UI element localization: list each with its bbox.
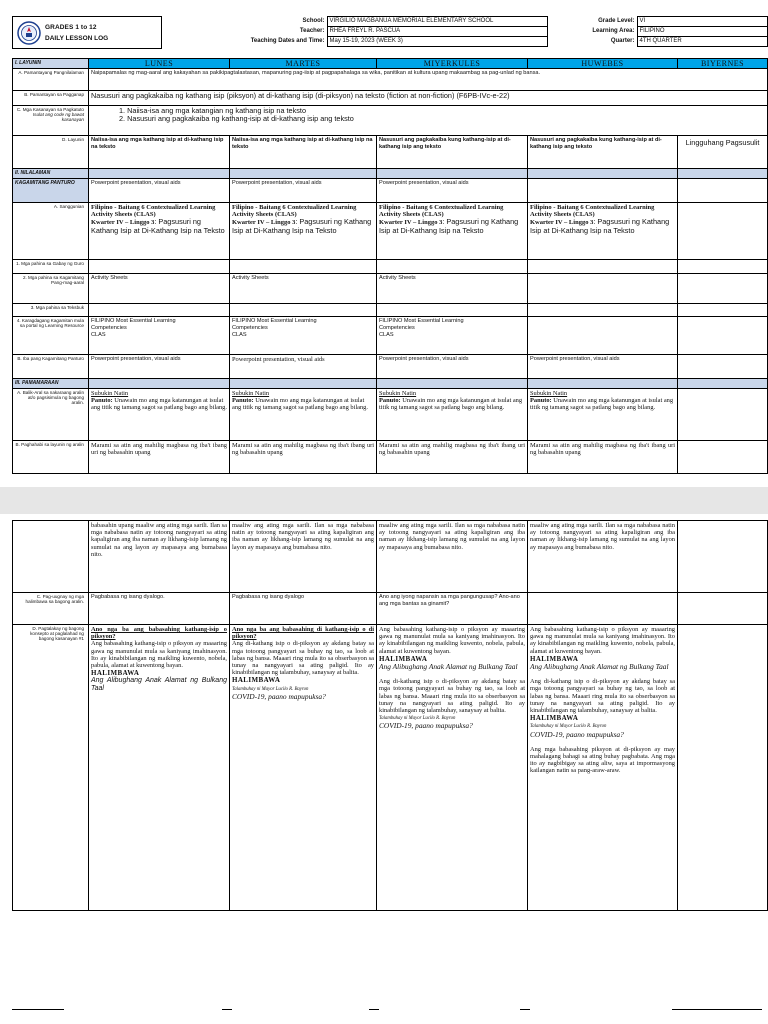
layunin-biyernes: Lingguhang Pagsusulit [678,136,768,169]
layunin-martes: Naiisa-isa ang mga kathang isip at di-kathang isip na teksto [230,136,377,169]
cont-lunes: babasahin upang maaliw ang ating mga sarili. Ilan sa mga nababasa natin ay totoong nangyayari sa ating kapaligiran ang iba naman ay likhang-isip lamang ng sumulat na ang layon ay mapasaya ang bumabasa nito. [89,521,230,593]
lr-line-3: CLAS [232,332,247,338]
lr-line-2: Competencies [379,325,415,331]
cont-martes: maaliw ang ating mga sarili. Ilan sa mga nababasa natin ay totoong nangyayari sa ating kapaligiran ang iba naman ay likhang-isip lamang ng sumulat na ang layon ay mapasaya ang bumabasa nito. [230,521,377,593]
nilalaman-c4 [528,169,678,179]
teksbuk-c5 [678,304,768,317]
guro-c3 [377,260,528,274]
sanggunian-lunes [89,203,230,260]
c-martes: Pagbabasa ng isang dyalogo [230,593,377,625]
nilalaman-c2 [230,169,377,179]
c-lunes: Pagbabasa ng isang dyalogo. [89,593,230,625]
pamamaraan-c4 [528,379,678,389]
day-martes: MARTES [230,59,377,69]
panuto-text: Unawain mo ang mga katanungan at isulat ang titik ng tamang sagot sa patlang bago ang bilang. [530,397,674,412]
teacher-label: Teacher: [187,27,327,37]
section-pamamaraan: III. PAMAMARAAN [13,379,89,389]
panuto-label: Panuto: [530,397,552,405]
clas-title: Filipino - Baitang 6 Contextualized Learning Activity Sheets (CLAS) [379,204,504,219]
teksbuk-c3 [377,304,528,317]
lr-lunes [89,317,230,355]
closing-text: Ang mga babasahing piksyon at di-piksyon ay may mahalagang bahagi sa ating buhay pagbabata. Ang mga ito ay nagbibigay sa ating aliw, saya at impormasyong kailangan natin sa pang-araw-araw. [530,745,675,775]
ppt-miyerkules: Powerpoint presentation, visual aids [377,179,528,203]
subukin-title: Subukin Natin [530,390,568,397]
guro-c5 [678,260,768,274]
kathang-def: Ang babasahing kathang-isip o piksyon ay maaaring gawa ng manunulat mula sa kaniyang imahinasyon. Ito ay kinabibilangan ng maikling kuwento, nobela, pabula, alamat at kuwentong bayan. [91,640,227,670]
row-b-label: B. Pamantayan sa Pagganap [13,91,89,106]
footer-line-5 [672,1009,762,1010]
nilalaman-c3 [377,169,528,179]
panuto-text: Unawain mo ang mga katanungan at isulat ang titik ng tamang sagot sa patlang bago ang bilang. [232,397,368,412]
row-a-label: A. Pamantayang Pangnilalaman [13,69,89,91]
section-layunin: I. LAYUNIN [13,59,89,69]
footer-line-1 [12,1009,64,1010]
halimbawa-label: HALIMBAWA [91,669,140,678]
example-alamat: Ang Alibughang Anak Alamat ng Bulkang Taal [91,677,227,693]
page-1 [0,0,768,487]
area-value: FILIPINO [637,27,767,37]
logo-box [12,16,162,49]
clas-title: Filipino - Baitang 6 Contextualized Learning Activity Sheets (CLAS) [530,204,655,219]
d-lunes [89,625,230,911]
topic-text: : Pagsusuri ng Kathang Isip at Di-Kathang Isip na Teksto [530,217,670,236]
paghahabi-label: B. Paghahabi sa layunin ng aralin [13,441,89,474]
day-miyerkules: MIYERKULES [377,59,528,69]
example-alamat: Ang Alibughang Anak Alamat ng Bulkang Taal [379,662,518,672]
grade-value: VI [637,17,767,27]
d-miyerkules [377,625,528,911]
teksbuk-c2 [230,304,377,317]
subukin-title: Subukin Natin [379,390,417,397]
clas-title: Filipino - Baitang 6 Contextualized Learning Activity Sheets (CLAS) [232,204,357,219]
row-c-label-sub: Isulat ang code ng bawat kasanayan [32,112,84,123]
panuto-label: Panuto: [91,397,113,405]
c-huwebes [528,593,678,625]
activity-martes: Activity Sheets [230,274,377,304]
example-talambuhay: Talambuhay ni Mayor Lucilo R. Bayron [530,724,607,730]
activity-miyerkules: Activity Sheets [377,274,528,304]
paghahabi-miyerkules: Marami sa atin ang mahilig magbasa ng iba't ibang uri ng babasahin upang [377,441,528,474]
clas-title: Filipino - Baitang 6 Contextualized Learning Activity Sheets (CLAS) [91,204,216,219]
page-gap [0,487,768,514]
teksbuk-label: 3. Mga pahina sa Teksbuk [13,304,89,317]
area-label: Learning Area: [547,27,637,37]
teacher-value: RHEA FREYL R. PASCUA [327,27,547,37]
kathang-def: Ang babasahing kathang-isip o piksyon ay maaaring gawa ng manunulat mula sa kaniyang imahinasyon. Ito ay kinabibilangan ng maikling kuwento, nobela, pabula, alamat at kuwentong bayan. [530,626,675,655]
d-huwebes [528,625,678,911]
di-kathang-def: Ang di-kathang isip o di-piksyon ay akdang batay sa mga totoong pangyayari sa buhay ng tao, sa loob at labas ng bansa. Maaari ring mula ito sa obserbasyon sa tunay na nangyayari sa ating paligid. Ito ay kinabibilangan ng talambuhay, sanaysay at balita. [530,678,675,715]
paghahabi-huwebes: Marami sa atin ang mahilig magbasa ng iba't ibang uri ng babasahin upang [528,441,678,474]
ppt-martes: Powerpoint presentation, visual aids [230,179,377,203]
guro-c2 [230,260,377,274]
guro-c1 [89,260,230,274]
row-c-label-main: C. Mga Kasanayan sa Pagkatuto [16,107,84,112]
row-b-text: Nasusuri ang pagkakaiba ng kathang isip (piksyon) at di-kathang isip (di-piksyon) na teksto (fiction at non-fiction) (F6PB-IVc-e-22) [89,91,768,106]
day-huwebes: HUWEBES [528,59,678,69]
balik-miyerkules [377,389,528,441]
dates-value: May 15-19, 2023 (WEEK 3) [327,37,547,47]
lesson-table-page-2 [12,520,768,911]
sanggunian-biyernes [678,203,768,260]
balik-huwebes [528,389,678,441]
school-value: VIRGILIO MAGBANUA MEMORIAL ELEMENTARY SCHOOL [327,17,547,27]
row-c-label [13,106,89,136]
kagamitan-mag-label: 2. Mga pahina sa Kagamitang Pang-mag-aaral [13,274,89,304]
pamamaraan-c5 [678,379,768,389]
skill-1: 1. Naiisa-isa ang mga katangian ng kathang isip na teksto [119,106,306,115]
footer-line-2 [222,1009,232,1010]
halimbawa-label: HALIMBAWA [530,714,579,723]
nilalaman-c1 [89,169,230,179]
ppt-huwebes [528,179,678,203]
iba-lunes: Powerpoint presentation, visual aids [89,355,230,379]
row-c-items [89,106,768,136]
deped-seal-icon [17,21,41,45]
lr-line-2: Competencies [232,325,268,331]
panuto-label: Panuto: [232,397,254,405]
grade-label: Grade Level: [547,17,637,27]
iba-miyerkules: Powerpoint presentation, visual aids [377,355,528,379]
lr-huwebes [528,317,678,355]
dll-label: DAILY LESSON LOG [45,35,109,42]
lr-label: 4. Karagdagang Kagamitan mula sa portal ng Learning Resource [13,317,89,355]
panuto-text: Unawain mo ang mga katanungan at isulat ang titik ng tamang sagot sa patlang bago ang bilang. [379,397,523,412]
kwarter-label: Kwarter IV – Linggo 3 [232,219,296,227]
cont-miyerkules: maaliw ang ating mga sarili. Ilan sa mga nababasa natin ay totoong nangyayari sa ating kapaligiran ang iba naman ay likhang-isip lamang ng sumulat na ang layon ay mapasaya ang bumabasa nito. [377,521,528,593]
di-kathang-def: Ang di-kathang isip o di-piksyon ay akdang batay sa mga totoong pangyayari sa buhay ng tao, sa loob at labas ng bansa. Maaari ring mula ito sa obserbasyon sa tunay na nangyayari sa ating paligid. Ito ay kinabibilangan ng talambuhay, sanaysay at balita. [379,678,525,715]
panuto-label: Panuto: [379,397,401,405]
paghahabi-martes: Marami sa atin ang mahilig magbasa ng iba't ibang uri ng babasahin upang [230,441,377,474]
example-covid: COVID-19, paano mapupuksa? [530,729,624,739]
balik-biyernes [678,389,768,441]
d-biyernes [678,625,768,911]
balik-martes [230,389,377,441]
skill-2: 2. Nasusuri ang pagkakaiba ng kathang-isip at di-kathang isip ang teksto [119,114,354,123]
subukin-title: Subukin Natin [91,390,129,397]
header [12,16,767,49]
iba-label: B. Iba pang Kagamitang Panturo [13,355,89,379]
cont-huwebes: maaliw ang ating mga sarili. Ilan sa mga nababasa natin ay totoong nangyayari sa ating kapaligiran ang iba naman ay likhang-isip lamang ng sumulat na ang layon ay mapasaya ang bumabasa nito. [528,521,678,593]
example-alamat: Ang Alibughang Anak Alamat ng Bulkang Taal [530,662,669,672]
pamamaraan-c3 [377,379,528,389]
paghahabi-biyernes [678,441,768,474]
example-covid: COVID-19, paano mapupuksa? [232,691,326,701]
section-nilalaman: II. NILALAMAN [13,169,89,179]
pamamaraan-c2 [230,379,377,389]
lesson-table-page-1 [12,58,768,474]
pamamaraan-c1 [89,379,230,389]
subukin-title: Subukin Natin [232,390,270,397]
lr-line-3: CLAS [379,332,394,338]
ppt-biyernes [678,179,768,203]
ppt-lunes: Powerpoint presentation, visual aids [89,179,230,203]
example-talambuhay: Talambuhay ni Mayor Lucilo R. Bayron [379,716,456,722]
iba-huwebes: Powerpoint presentation, visual aids [528,355,678,379]
sanggunian-huwebes [528,203,678,260]
lr-line-1: FILIPINO Most Essential Learning [91,318,176,324]
halimbawa-label: HALIMBAWA [379,654,428,663]
grades-label: GRADES 1 to 12 [45,24,97,31]
guro-c4 [528,260,678,274]
di-kathang-def: Ang di-kathang isip o di-piksyon ay akdang batay sa mga totoong pangyayari sa buhay ng tao, sa loob at labas ng bansa. Maaari ring mula ito sa obserbasyon sa tunay na nangyayari sa ating paligid. Ito ay kinabibilangan ng talambuhay, sanaysay at balita. [232,640,374,677]
iba-biyernes [678,355,768,379]
footer-line-4 [520,1009,530,1010]
question-dipiksyon: Ano nga ba ang babasahing di kathang-isip o di piksyon? [232,626,374,641]
page-2 [0,514,768,1024]
cont-label [13,521,89,593]
d-label: D. Pagtalakay ng bagong konsepto at paglalahad ng bagong kasanayan #1 [13,625,89,911]
lr-line-1: FILIPINO Most Essential Learning [232,318,317,324]
quarter-label: Quarter: [547,37,637,47]
topic-text: : Pagsusuri ng Kathang Isip at Di-Kathang Isip na Teksto [379,217,519,236]
header-info-table [187,16,768,47]
halimbawa-label: HALIMBAWA [232,676,281,685]
quarter-value: 4TH QUARTER [637,37,767,47]
nilalaman-c5 [678,169,768,179]
lr-line-1: FILIPINO Most Essential Learning [379,318,464,324]
section-kagamitan: KAGAMITANG PANTURO [13,179,89,203]
sanggunian-label: A. Sanggunian [13,203,89,260]
teksbuk-c4 [528,304,678,317]
kwarter-label: Kwarter IV – Linggo 3 [530,219,594,227]
activity-biyernes [678,274,768,304]
c-biyernes [678,593,768,625]
paghahabi-lunes: Marami sa atin ang mahilig magbasa ng iba't ibang uri ng babasahin upang [89,441,230,474]
teksbuk-c1 [89,304,230,317]
balik-label: A. Balik-Aral sa nakaraang aralin at/o pagsisimula ng bagong aralin. [13,389,89,441]
question-piksyon: Ano nga ba ang babasahing kathang-isip o piksyon? [91,626,227,641]
kwarter-label: Kwarter IV – Linggo 3 [91,219,155,227]
sanggunian-martes [230,203,377,260]
layunin-miyerkules: Nasusuri ang pagkakaiba kung kathang-isip at di-kathang isip ang teksto [377,136,528,169]
halimbawa-label: HALIMBAWA [530,654,579,663]
dates-label: Teaching Dates and Time: [187,37,327,47]
day-biyernes: BIYERNES [678,59,768,69]
layunin-huwebes: Nasusuri ang pagkakaiba kung kathang-isip at di-kathang isip ang teksto [528,136,678,169]
kwarter-label: Kwarter IV – Linggo 3 [379,219,443,227]
day-lunes: LUNES [89,59,230,69]
d-martes [230,625,377,911]
c-miyerkules: Ano ang iyong napansin sa mga pangungusap? Ano-ano ang mga bantas sa ginamit? [377,593,528,625]
footer-line-3 [369,1009,379,1010]
c-label: C. Pag-uugnay ng mga halimbawa sa bagong aralin. [13,593,89,625]
lr-line-2: Competencies [91,325,127,331]
kathang-def: Ang babasahing kathang-isip o piksyon ay maaaring gawa ng manunulat mula sa kaniyang imahinasyon. Ito ay kinabibilangan ng maikling kuwento, nobela, pabula, alamat at kuwentong bayan. [379,626,525,655]
topic-text: : Pagsusuri ng Kathang Isip at Di-Kathang Isip na Teksto [91,217,225,236]
school-label: School: [187,17,327,27]
panuto-text: Unawain mo ang mga katanungan at isulat ang titik ng tamang sagot sa patlang bago ang bilang. [91,397,227,412]
row-d-label: D. Layunin [13,136,89,169]
cont-biyernes [678,521,768,593]
example-covid: COVID-19, paano mapupuksa? [379,721,473,731]
lr-line-3: CLAS [91,332,106,338]
row-a-text: Naipapamalas ng mag-aaral ang kakayahan sa pakikipagtalastasan, mapanuring pag-iisip at pagpapahalaga sa wika, panitikan at kultura upang makaambag sa pag-unlad ng bansa. [89,69,768,91]
activity-huwebes [528,274,678,304]
lr-biyernes [678,317,768,355]
balik-lunes [89,389,230,441]
layunin-lunes: Naiisa-isa ang mga kathang isip at di-kathang isip na teksto [89,136,230,169]
guro-label: 1. Mga pahina sa Gabay ng Guro [13,260,89,274]
lr-miyerkules [377,317,528,355]
sanggunian-miyerkules [377,203,528,260]
iba-martes: Powerpoint presentation, visual aids [230,355,377,379]
lr-martes [230,317,377,355]
activity-lunes: Activity Sheets [89,274,230,304]
example-talambuhay: Talambuhay ni Mayor Lucilo R. Bayron [232,686,309,692]
topic-text: : Pagsusuri ng Kathang Isip at Di-Kathang Isip na Teksto [232,217,372,236]
